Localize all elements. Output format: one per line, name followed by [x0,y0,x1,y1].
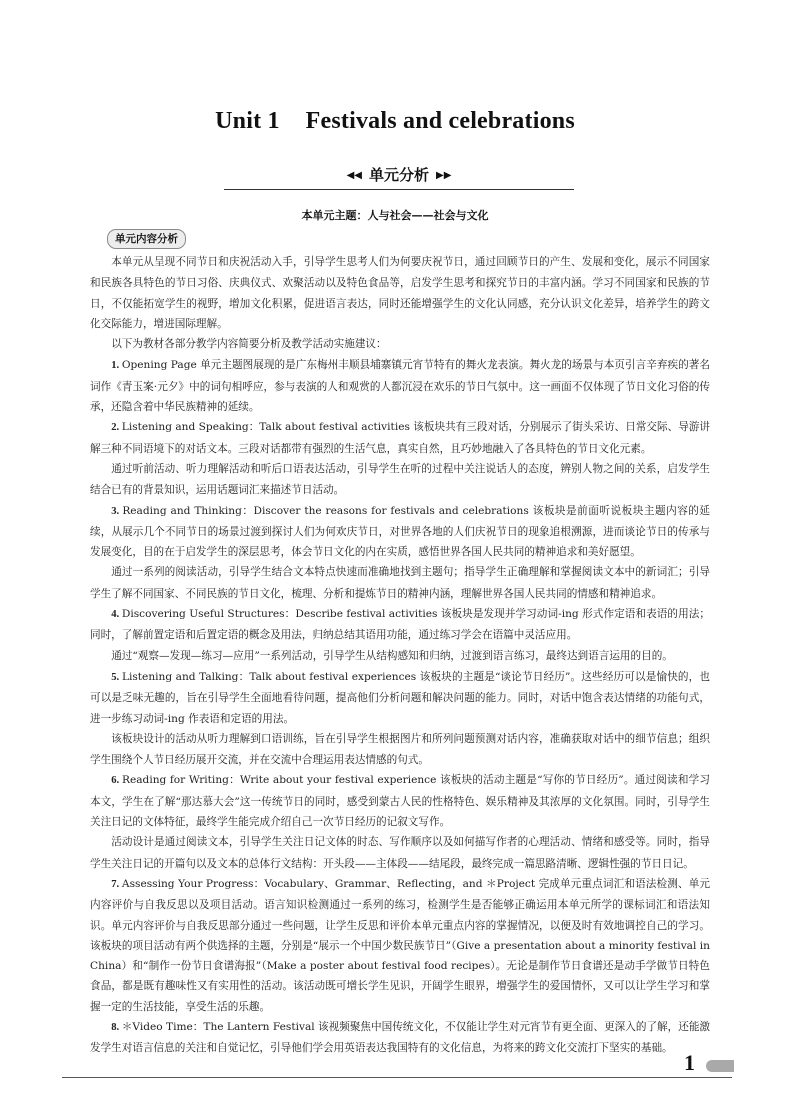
paragraph: 6. Reading for Writing：Write about your festival experience 该板块的活动主题是“写你的节日经历”。通过阅读和学习本文，学生在了解“那达慕大会”这一传统节日的同时，感受到蒙古人民的性格特色、娱乐精神及其浓厚的文化氛围。同时，引导学生关注日记的文体特征，最终学生能完成介绍自己一次节日经历的记叙文写作。 [90,774,710,829]
unit-theme: 本单元主题：人与社会——社会与文化 [301,209,489,222]
unit-label: Unit 1 [215,108,280,134]
paragraph: 该板块设计的活动从听力理解到口语训练，旨在引导学生根据图片和所列问题预测对话内容，准确获取对话中的细节信息；组织学生围绕个人节日经历展开交流，并在交流中合理运用表达情感的句式。 [90,732,710,767]
paragraph: 2. Listening and Speaking：Talk about festival activities 该板块共有三段对话，分别展示了街头采访、日常交际、导游讲解三种不同语境下的对话文本。三段对话都带有强烈的生活气息，真实自然，且巧妙地融入了各具特色的节日文化元素。 [90,421,710,455]
unit-name: Festivals and celebrations [305,108,575,134]
content-analysis-tag: 单元内容分析 [107,229,186,249]
paragraph: 4. Discovering Useful Structures：Describe festival activities 该板块是发现并学习动词-ing 形式作定语和表语的用法；同时，了解前置定语和后置定语的概念及用法，归纳总结其语用功能，通过练习学会在语篇中灵活应用。 [90,608,711,642]
page-tab-marker [706,1060,734,1072]
paragraph: 以下为教材各部分教学内容简要分析及教学活动实施建议： [111,338,387,351]
section-heading-text: 单元分析 [368,166,429,184]
right-double-arrow-icon: ▶▶ [436,170,452,181]
footer-divider [62,1077,732,1078]
paragraph: 1. Opening Page 单元主题图展现的是广东梅州丰顺县埔寨镇元宵节特有的舞火龙表演。舞火龙的场景与本页引言辛弃疾的著名词作《青玉案·元夕》中的词句相呼应，参与表演的人和观赏的人都沉浸在欢乐的节日气氛中。这一画面不仅体现了节日文化习俗的传承，还隐含着中华民族精神的延续。 [90,359,710,414]
paragraph: 通过“观察—发现—练习—应用”一系列活动，引导学生从结构感知和归纳，过渡到语言练习，最终达到语言运用的目的。 [111,649,673,662]
paragraph: 8. ＊Video Time：The Lantern Festival 该视频聚焦中国传统文化，不仅能让学生对元宵节有更全面、更深入的了解，还能激发学生对语言信息的关注和自觉记忆，引导他们学会用英语表达我国特有的文化信息，为将来的跨文化交流打下坚实的基础。 [90,1020,711,1055]
section-divider [224,189,574,190]
paragraph: 活动设计是通过阅读文本，引导学生关注日记文体的时态、写作顺序以及如何描写作者的心理活动、情绪和感受等。同时，指导学生关注日记的开篇句以及文本的总体行文结构：开头段——主体段——结尾段，最终完成一篇思路清晰、逻辑性强的节日日记。 [90,836,710,870]
body-text [90,252,710,1059]
left-double-arrow-icon: ◀◀ [346,170,362,181]
paragraph: 本单元从呈现不同节日和庆祝活动入手，引导学生思考人们为何要庆祝节日，通过回顾节日的产生、发展和变化，展示不同国家和民族各具特色的节日习俗、庆典仪式、欢聚活动以及特色食品等，启发学生思考和探究节日的丰富内涵。学习不同国家和民族的节日，不仅能拓宽学生的视野，增加文化积累，促进语言表达，同时还能增强学生的文化认同感，充分认识文化差异，培养学生的跨文化交际能力，增进国际理解。 [90,256,710,330]
paragraph: 通过听前活动、听力理解活动和听后口语表达活动，引导学生在听的过程中关注说话人的态度，辨别人物之间的关系，启发学生结合已有的背景知识，运用话题词汇来描述节日活动。 [90,462,710,497]
paragraph: 3. Reading and Thinking：Discover the reasons for festivals and celebrations 该板块是前面听说板块主题内容的延续，从展示几个不同节日的场景过渡到探讨人们为何欢庆节日，对世界各地的人们庆祝节日的现象追根溯源，进而谈论节日的传承与发展变化，目的在于启发学生的深层思考，体会节日文化的内在实质，感悟世界各国人民共同的精神追求和美好愿望。 [90,504,711,559]
paragraph: 7. Assessing Your Progress：Vocabulary、Grammar、Reflecting，and ＊Project 完成单元重点词汇和语法检测、单元内容评价与自我反思以及项目活动。语言知识检测通过一系列的练习，检测学生是否能够正确运用本单元所学的课标词汇和语法知识。单元内容评价与自我反思部分通过一些问题，让学生反思和评价本单元重点内容的掌握情况，以便及时有效地调控自己的学习。该板块的项目活动有两个供选择的主题，分别是“展示一个中国少数民族节日”（Give a presentation about a minority festival in China）和“制作一份节日食谱海报”（Make a poster about festival food recipes）。无论是制作节日食谱还是动手学做节日特色食品，都是既有趣味性又有实用性的活动。该活动既可增长学生见识，开阔学生眼界，增强学生的爱国情怀，又可以让学生学习和掌握一定的生活技能，享受生活的乐趣。 [90,877,711,1013]
page-title [0,108,790,135]
page-number: 1 [684,1050,695,1075]
paragraph: 5. Listening and Talking：Talk about festival experiences 该板块的主题是“谈论节日经历”。这些经历可以是愉快的，也可以是乏味无趣的，旨在引导学生全面地看待问题，提高他们分析问题和解决问题的能力。同时，对话中饱含表达情绪的功能句式，进一步练习动词-ing 作表语和定语的用法。 [90,670,711,725]
section-heading [224,164,574,188]
paragraph: 通过一系列的阅读活动，引导学生结合文本特点快速而准确地找到主题句；指导学生正确理解和掌握阅读文本中的新词汇；引导学生了解不同国家、不同民族的节日文化，梳理、分析和提炼节日的精神内涵，理解世界各国人民共同的情感和精神追求。 [90,566,710,600]
